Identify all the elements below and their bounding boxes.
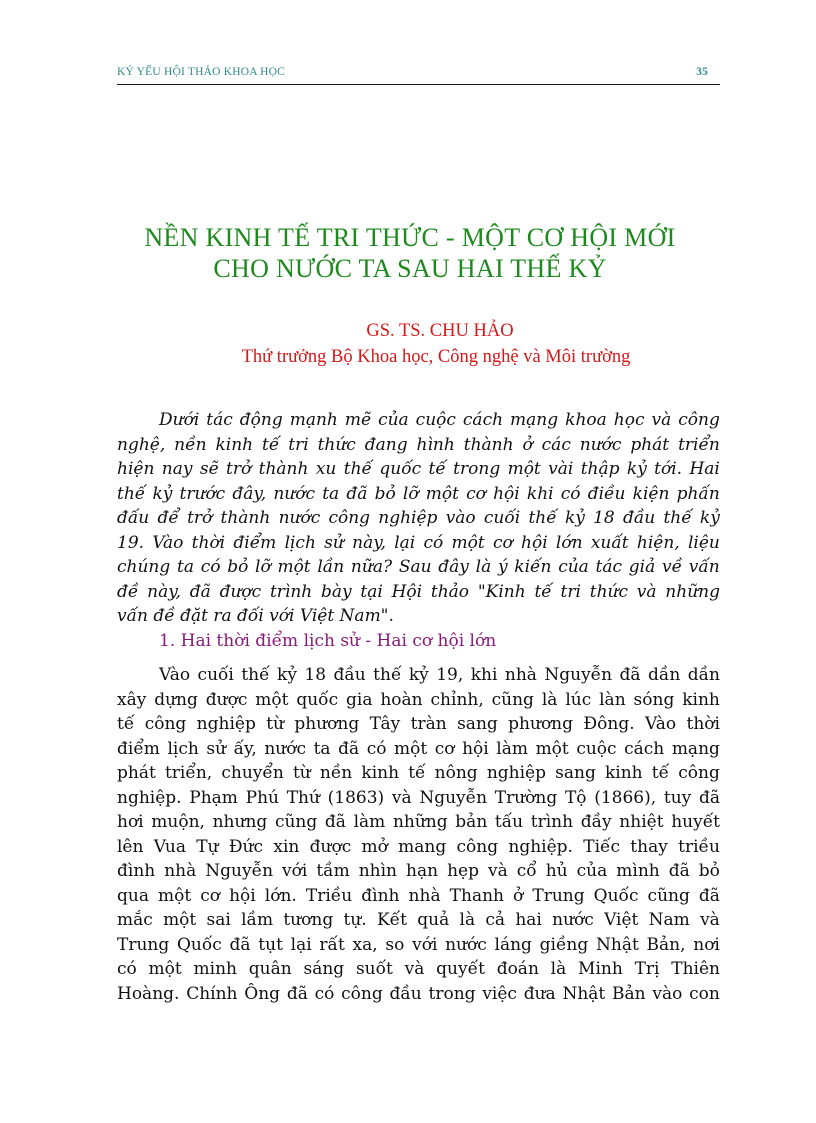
abstract-line: nghệ, nền kinh tế tri thức đang hình thành ở các nước phát triển (117, 434, 720, 455)
author-name: GS. TS. CHU HẢO (366, 321, 514, 341)
body-line: điểm lịch sử ấy, nước ta đã có một cơ hội làm một cuộc cách mạng (117, 738, 720, 759)
title-line-1: NỀN KINH TẾ TRI THỨC - MỘT CƠ HỘI MỚI (144, 223, 676, 252)
abstract-line: đề này, đã được trình bày tại Hội thảo "Kinh tế tri thức và những (117, 581, 720, 602)
body-line: phát triển, chuyển từ nền kinh tế nông nghiệp sang kinh tế công (117, 763, 720, 783)
article-title (100, 222, 720, 284)
abstract-line: 19. Vào thời điểm lịch sử này, lại có một cơ hội lớn xuất hiện, liệu (117, 532, 720, 553)
body-line: Hoàng. Chính Ông đã có công đầu trong việc đưa Nhật Bản vào con (117, 983, 720, 1004)
body-line: qua một cơ hội lớn. Triều đình nhà Thanh ở Trung Quốc cũng đã (117, 885, 720, 906)
abstract (117, 408, 720, 629)
body-line: mắc một sai lầm tương tự. Kết quả là cả hai nước Việt Nam và (117, 910, 720, 930)
abstract-line: Dưới tác động mạnh mẽ của cuộc cách mạng khoa học và công (159, 410, 720, 430)
body-line: Trung Quốc đã tụt lại rất xa, so với nước láng giềng Nhật Bản, nơi (117, 934, 720, 955)
body-line: nghiệp. Phạm Phú Thứ (1863) và Nguyễn Trường Tộ (1866), tuy đã (117, 787, 720, 808)
running-head (117, 62, 720, 85)
body-line: Vào cuối thế kỷ 18 đầu thế kỷ 19, khi nhà Nguyễn đã dần dần (159, 665, 720, 685)
body-line: xây dựng được một quốc gia hoàn chỉnh, cũng là lúc làn sóng kinh (117, 689, 720, 710)
abstract-line: chúng ta có bỏ lỡ một lần nữa? Sau đây là ý kiến của tác giả về vấn (117, 557, 720, 577)
body-paragraph (117, 663, 720, 1006)
abstract-line: thế kỷ trước đây, nước ta đã bỏ lỡ một cơ hội khi có điều kiện phấn (117, 483, 720, 504)
body-line: đình nhà Nguyễn với tầm nhìn hạn hẹp và cổ hủ của mình đã bỏ (117, 861, 720, 881)
abstract-line: hiện nay sẽ trở thành xu thế quốc tế trong một vài thập kỷ tới. Hai (117, 459, 720, 479)
page-number: 35 (696, 66, 708, 78)
body-line: hơi muộn, nhưng cũng đã làm những bản tấu trình đầy nhiệt huyết (117, 812, 720, 832)
section-heading: 1. Hai thời điểm lịch sử - Hai cơ hội lớn (159, 631, 497, 651)
running-head-title: KỶ YẾU HỘI THẢO KHOA HỌC (117, 66, 286, 78)
abstract-line: vấn đề đặt ra đối với Việt Nam". (117, 606, 394, 626)
author-affiliation: Thứ trưởng Bộ Khoa học, Công nghệ và Môi trường (241, 347, 631, 367)
body-line: có một minh quân sáng suốt và quyết đoán là Minh Trị Thiên (117, 959, 720, 979)
abstract-line: đấu để trở thành nước công nghiệp vào cuối thế kỷ 18 đầu thế kỷ (117, 508, 720, 528)
body-line: tế công nghiệp từ phương Tây tràn sang phương Đông. Vào thời (117, 714, 720, 734)
body-line: lên Vua Tự Đức xin được mở mang công nghiệp. Tiếc thay triều (117, 836, 720, 857)
author-block (100, 318, 720, 370)
title-line-2: CHO NƯỚC TA SAU HAI THẾ KỶ (213, 254, 607, 283)
